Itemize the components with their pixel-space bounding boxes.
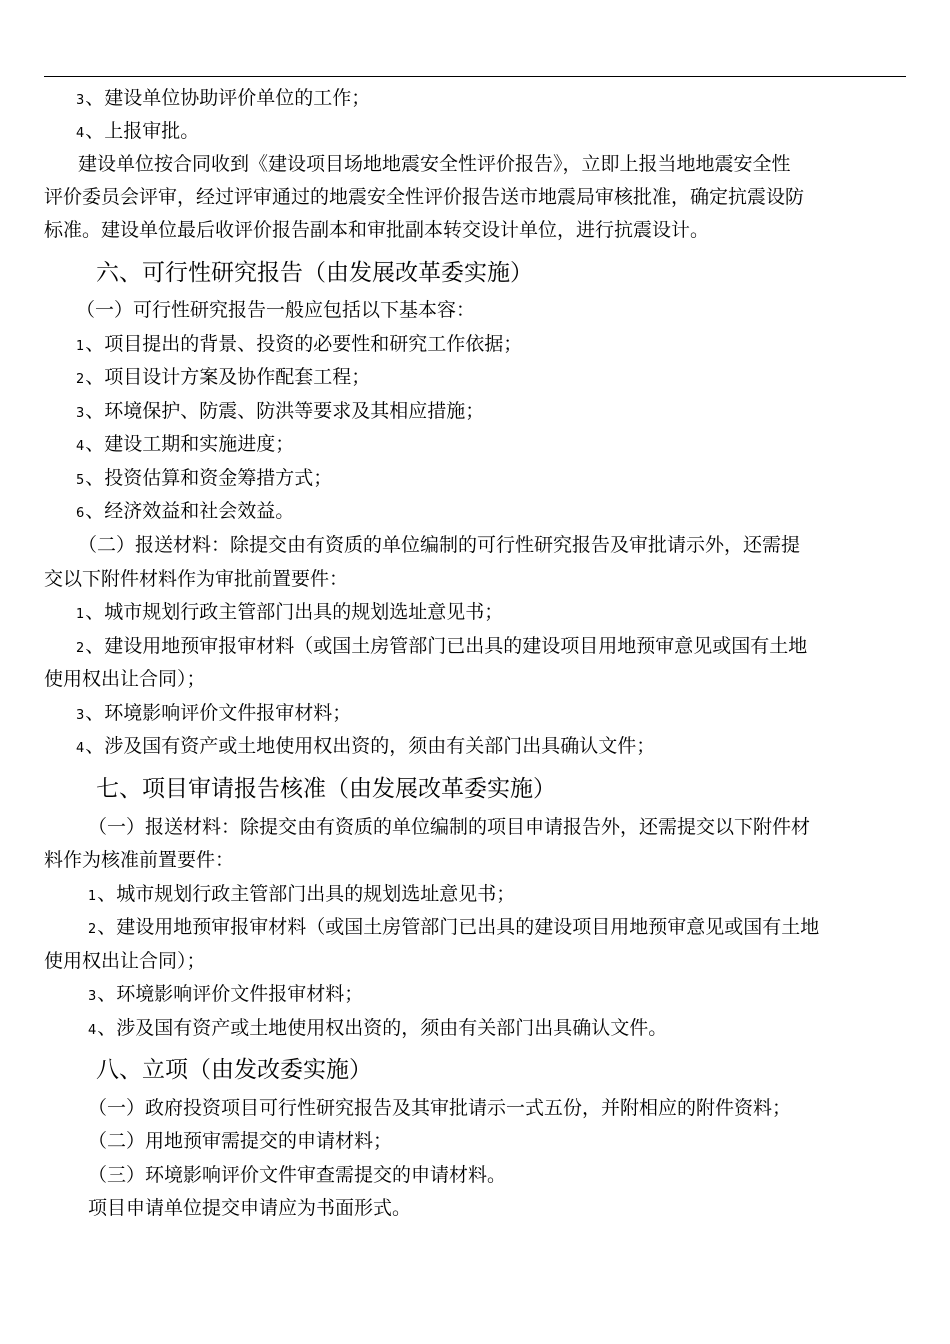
paragraph-line: 料作为核准前置要件：: [44, 849, 235, 871]
section-heading: 六、可行性研究报告（由发展改革委实施）: [96, 260, 533, 286]
list-item: [76, 119, 199, 143]
item-text: 、项目提出的背景、投资的必要性和研究工作依据；: [85, 333, 523, 355]
list-item: （一）政府投资项目可行性研究报告及其审批请示一式五份，并附相应的附件资料；: [88, 1097, 792, 1119]
item-text: 、涉及国有资产或土地使用权出资的，须由有关部门出具确认文件。: [97, 1017, 668, 1039]
paragraph-line: （一）报送材料：除提交由有资质的单位编制的项目申请报告外，还需提交以下附件材: [88, 816, 811, 838]
item-number: 2: [76, 372, 85, 387]
closing-paragraph: 项目申请单位提交申请应为书面形式。: [88, 1197, 412, 1219]
item-number: 4: [88, 1023, 97, 1038]
section-heading: 七、项目审请报告核准（由发展改革委实施）: [96, 776, 556, 802]
list-item: [76, 365, 370, 389]
subsection-title: （一）可行性研究报告一般应包括以下基本容：: [76, 299, 476, 321]
item-text: 、上报审批。: [85, 120, 200, 142]
item-number: 2: [76, 641, 85, 656]
paragraph-line: 交以下附件材料作为审批前置要件：: [44, 568, 349, 590]
item-number: 1: [76, 607, 85, 622]
item-number: 4: [76, 126, 85, 141]
item-number: 2: [88, 922, 97, 937]
list-item: [76, 332, 522, 356]
item-text: 、城市规划行政主管部门出具的规划选址意见书；: [85, 601, 504, 623]
list-item: （二）用地预审需提交的申请材料；: [88, 1130, 393, 1152]
paragraph-line: 标准。建设单位最后收评价报告副本和审批副本转交设计单位，进行抗震设计。: [44, 219, 710, 241]
list-item: [76, 466, 332, 490]
item-text: 、涉及国有资产或土地使用权出资的，须由有关部门出具确认文件；: [85, 735, 656, 757]
list-item: [76, 634, 807, 658]
item-number: 3: [76, 406, 85, 421]
item-text: 、城市规划行政主管部门出具的规划选址意见书；: [97, 883, 516, 905]
item-number: 4: [76, 741, 85, 756]
paragraph-line: 建设单位按合同收到《建设项目场地地震安全性评价报告》，立即上报当地地震安全性: [78, 153, 791, 175]
list-item: [76, 432, 294, 456]
header-rule: [44, 76, 906, 77]
item-text: 、项目设计方案及协作配套工程；: [85, 366, 371, 388]
item-text: 、环境影响评价文件报审材料；: [97, 983, 364, 1005]
section-heading: 八、立项（由发改委实施）: [96, 1057, 372, 1083]
list-item: [88, 982, 363, 1006]
item-text: 、建设工期和实施进度；: [85, 433, 295, 455]
paragraph-line: 使用权出让合同）；: [44, 950, 206, 972]
item-number: 4: [76, 439, 85, 454]
item-text: 、投资估算和资金筹措方式；: [85, 467, 333, 489]
item-number: 3: [88, 989, 97, 1004]
item-number: 5: [76, 473, 85, 488]
paragraph-line: （二）报送材料：除提交由有资质的单位编制的可行性研究报告及审批请示外，还需提: [78, 534, 801, 556]
list-item: [76, 600, 503, 624]
list-item: [76, 701, 351, 725]
item-text: 、环境保护、防震、防洪等要求及其相应措施；: [85, 400, 485, 422]
list-item: [88, 882, 515, 906]
list-item: [88, 1016, 667, 1040]
list-item: [76, 499, 294, 523]
item-number: 1: [76, 339, 85, 354]
list-item: [88, 915, 819, 939]
paragraph-line: 评价委员会评审，经过评审通过的地震安全性评价报告送市地震局审核批准，确定抗震设防: [44, 186, 805, 208]
item-number: 1: [88, 889, 97, 904]
list-item: （三）环境影响评价文件审查需提交的申请材料。: [88, 1164, 507, 1186]
item-text: 、环境影响评价文件报审材料；: [85, 702, 352, 724]
item-text: 、建设单位协助评价单位的工作；: [85, 87, 371, 109]
item-number: 6: [76, 506, 85, 521]
paragraph-line: 使用权出让合同）；: [44, 668, 206, 690]
item-text: 、建设用地预审报审材料（或国土房管部门已出具的建设项目用地预审意见或国有土地: [85, 635, 808, 657]
item-text: 、经济效益和社会效益。: [85, 500, 295, 522]
list-item: [76, 399, 484, 423]
item-text: 、建设用地预审报审材料（或国土房管部门已出具的建设项目用地预审意见或国有土地: [97, 916, 820, 938]
list-item: [76, 86, 370, 110]
item-number: 3: [76, 708, 85, 723]
item-number: 3: [76, 93, 85, 108]
list-item: [76, 734, 655, 758]
